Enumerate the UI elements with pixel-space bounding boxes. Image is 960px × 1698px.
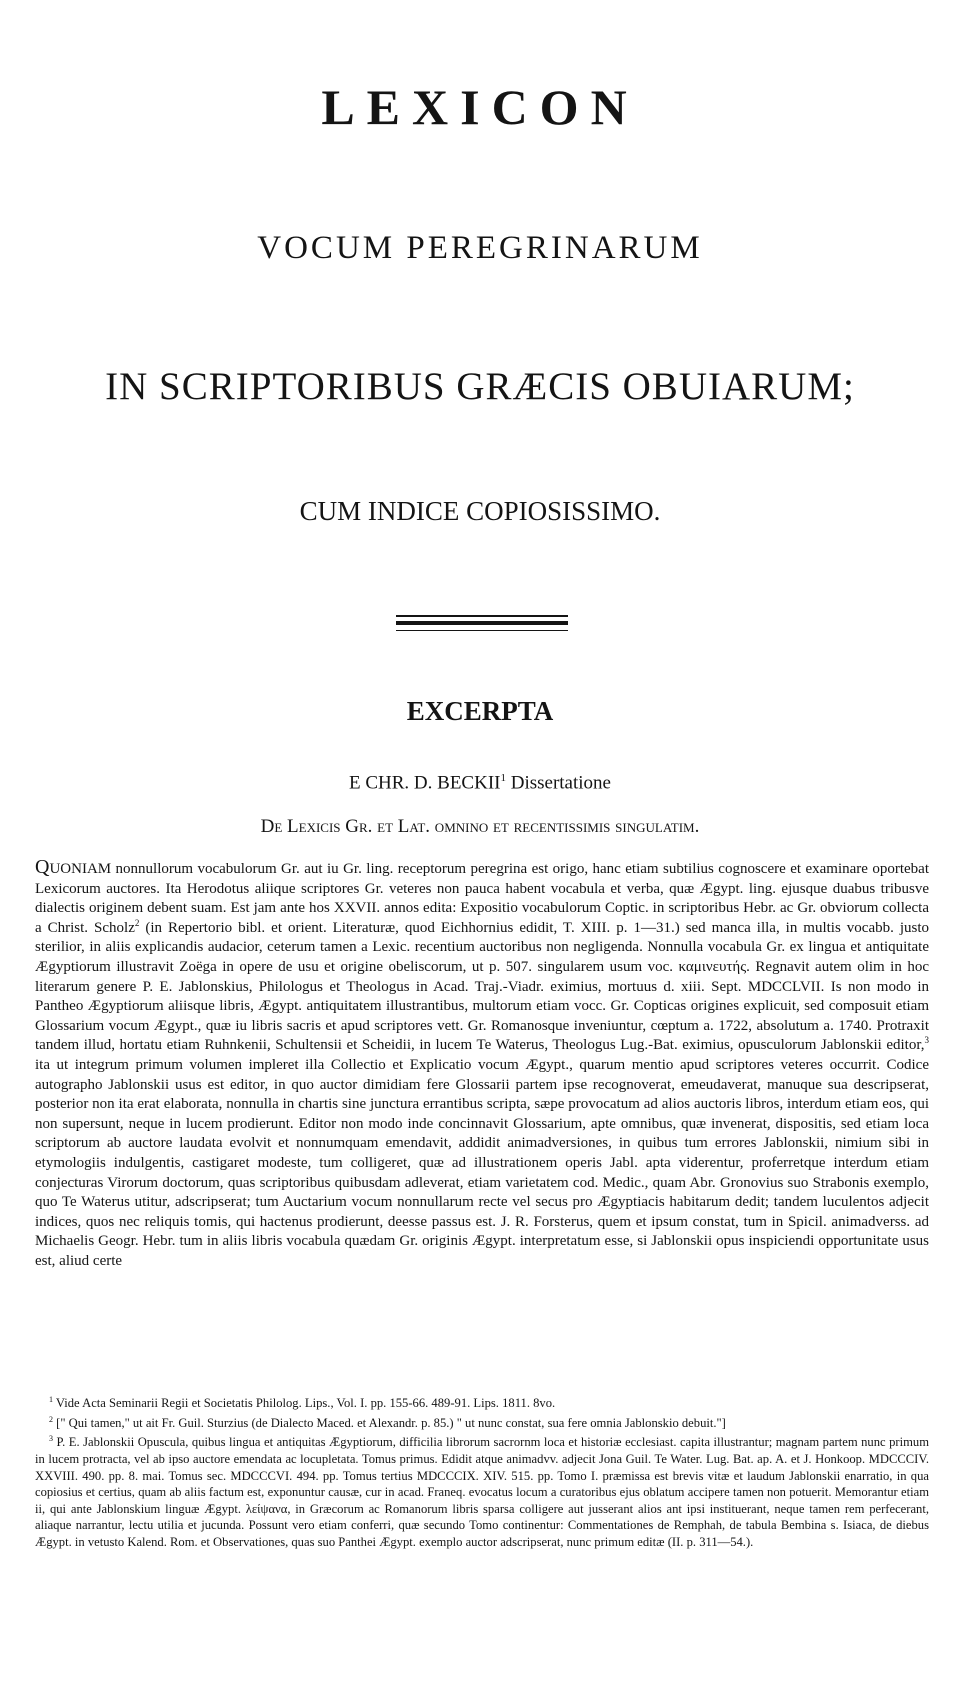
footnote-mark: 3 [49, 1434, 53, 1444]
body-text-part-2: (in Repertorio bibl. et orient. Literaturæ, quod Eichhornius edidit, T. XIII. p. 1—31.) sed manca illa, in multis vocabb. justo sterilior, in aliis explicandis audacior, ceterum tamen a Lexic. recentium auctoribus non negligenda. Nonnulla vocabula Gr. ex lingua et antiquitate Ægyptiorum illustravit Zoëga in opere de usu et origine obeliscorum, ut p. 507. singularem usum voc. καμινευτής. Regnavit autem olim in hoc literarum genere P. E. Jablonskius, Philologus et Theologus in Acad. Traj.-Viadr. eximius, mortuus d. xiii. Sept. MDCCLVII. Is non modo in Pantheo Ægyptiorum aliisque libris, Ægypt. antiquitatem illustrantibus, multorum etiam vocc. Gr. Copticas origines explicuit, sed composuit etiam Glossarium vocum Ægypt., quæ iu libris sacris et apud scriptores vett. Gr. Romanosque inveniuntur, cœptum a. 1722, absolutum a. 1740. Protraxit tandem illud, hortatu etiam Ruhnkenii, Schultensii et Scheidii, in lucem Te Waterus, Theologus Lug.-Bat. eximius, opusculorum Jablonskii editor, [35, 919, 930, 1054]
section-heading: EXCERPTA [406, 696, 554, 726]
drop-cap: Q [35, 856, 50, 878]
footnote-ref-1[interactable]: 1 [500, 772, 506, 784]
footnote-ref-3[interactable]: 3 [924, 1035, 929, 1046]
source-prefix: E CHR. D. BECKII [349, 772, 501, 794]
subtitle-line-3: CUM INDICE COPIOSISSIMO. [299, 496, 661, 526]
body-text-part-1: UONIAM nonnullorum vocabulorum Gr. aut iu Gr. ling. receptorum peregrina est origo, hanc etiam subtilius cognoscere et examinare oportebat Lexicorum auctores. Ita Herodotus aliique scriptores Gr. veteres non pauca habent vocabula et verba, quæ Ægypt. ling. ejusque duabus tribusve dialectis originem debent suam. Est jam ante hos XXVII. annos edita: Expositio vocabulorum Coptic. in scriptoribus Hebr. ac Gr. obviorum collecta a Christ. Scholz [35, 861, 929, 936]
footnote-1 [35, 1392, 929, 1412]
subtitle-line-1: VOCUM PEREGRINARUM [257, 230, 703, 266]
footnote-ref-2[interactable]: 2 [134, 917, 140, 928]
footnote-mark: 1 [49, 1395, 53, 1404]
footnote-text: Vide Acta Seminarii Regii et Societatis Philolog. Lips., Vol. I. pp. 155-66. 489-91. Lips. 1811. 8vo. [55, 1396, 556, 1411]
body-paragraph [35, 858, 929, 1271]
ornamental-rule-top [396, 615, 568, 617]
footnote-mark: 2 [49, 1414, 53, 1424]
dissertation-title: De Lexicis Gr. et Lat. omnino et recentissimis singulatim. [260, 816, 700, 837]
ornamental-rule-bottom [396, 630, 568, 631]
body-text-part-3: ita ut integrum primum volumen impleret illa Collectio et Explicatio vocum Ægypt., quarum mentio apud scriptores veteres occurrit. Codice autographo Jablonskii usus est editor, in quo auctor dimidiam fere Glossarii partem ipse recognoverat, emeudaverat, manuque sua descripserat, posterior non ita erat elaborata, nonnulla in chartis sine junctura errantibus scripta, sæpe provocatum ad alios auctoris libros, interdum etiam eos, qui non supersunt, neque in lucem prodierunt. Editor non modo inde concinnavit Glossarium, apte omnibus, quæ invenerat, dispositis, sed etiam loca scriptorum ab auctore laudata evolvit et nonnumquam emendavit, addidit animadversiones, in quibus tum errores Jablonskii, nimium sibi in etymologiis indulgentis, castigaret modeste, tum colligeret, quæ ad illustrationem operis Jabl. apta viderentur, proferretque interdum etiam conjecturas Virorum doctorum, quas scriptoribus quibusdam adleverat, etiam varietatem cod. Medic., quam Abr. Gronovius suo Strabonis exemplo, quo Te Waterus utitur, adscripserat; tum Auctarium vocum nonnullarum recte vel secus pro Ægyptiacis habitarum dedit; tandem luculentos adjecit indices, quos nec reliquis tomis, qui hactenus prodierunt, deesse passus est. J. R. Forsterus, quem et ipsum constat, tum in Spicil. animadverss. ad Michaelis Geogr. Hebr. tum in aliis libris vocabula quædam Gr. originis Ægypt. interpretatum esse, si Jablonskii opus inspiciendi opportunitate usus est, aliud certe [35, 1056, 929, 1269]
ornamental-rule-middle [396, 621, 568, 625]
source-suffix: Dissertatione [510, 772, 611, 794]
footnote-text: P. E. Jablonskii Opuscula, quibus lingua et antiquitas Ægyptiorum, difficilia librorum sacrornm loca et historiæ ecclesiast. capita illustrantur; magnam partem nunc primum in lucem protracta, vel ab ipso auctore emendata ac locupletata. Tomus primus. Edidit atque animadvv. adjecit Jona Guil. Te Water. Lug. Bat. ap. A. et J. Honkoop. MDCCCIV. XXVIII. 490. pp. 8. mai. Tomus sec. MDCCCVI. 494. pp. Tomus tertius MDCCCIX. XIV. 515. pp. Tomo I. præmissa est brevis vitæ et laudum Jablonskii enarratio, in qua copiosius et certius, quam ab aliis factum est, exponuntur causæ, cur in acad. Franeq. evocatus locum a curatoribus ejus oblatum accipere tamen non potuerit. Memorantur etiam ii, qui ante Jablonskium linguæ Ægypt. λείψανα, in Græcorum ac Romanorum libris sparsa colligere aut jusserant alios ant ipsi instituerant, neque tamen rem perfecerant, aliaque narrantur, lectu utilia et jucunda. Possunt vero etiam conferri, quæ secundo Tomo continentur: Commentationes de Remphah, de tabula Bembina s. Isiaca, de diebus Ægypt. in vetusto Kalend. Rom. et Observationes, quas suo Panthei Ægypt. exemplo auctor adscripserat, nunc primum editæ (II. p. 311—54.). [35, 1435, 929, 1549]
footnote-2 [35, 1412, 929, 1432]
footnotes [35, 1392, 929, 1550]
footnote-3 [35, 1431, 929, 1550]
footnote-text: [" Qui tamen," ut ait Fr. Guil. Sturzius (de Dialecto Maced. et Alexandr. p. 85.) " ut nunc constat, sua fere omnia Jablonskio debuit."] [56, 1415, 726, 1430]
source-line [0, 772, 960, 794]
subtitle-line-2: IN SCRIPTORIBUS GRÆCIS OBUIARUM; [105, 365, 855, 408]
main-title: LEXICON [321, 79, 639, 135]
